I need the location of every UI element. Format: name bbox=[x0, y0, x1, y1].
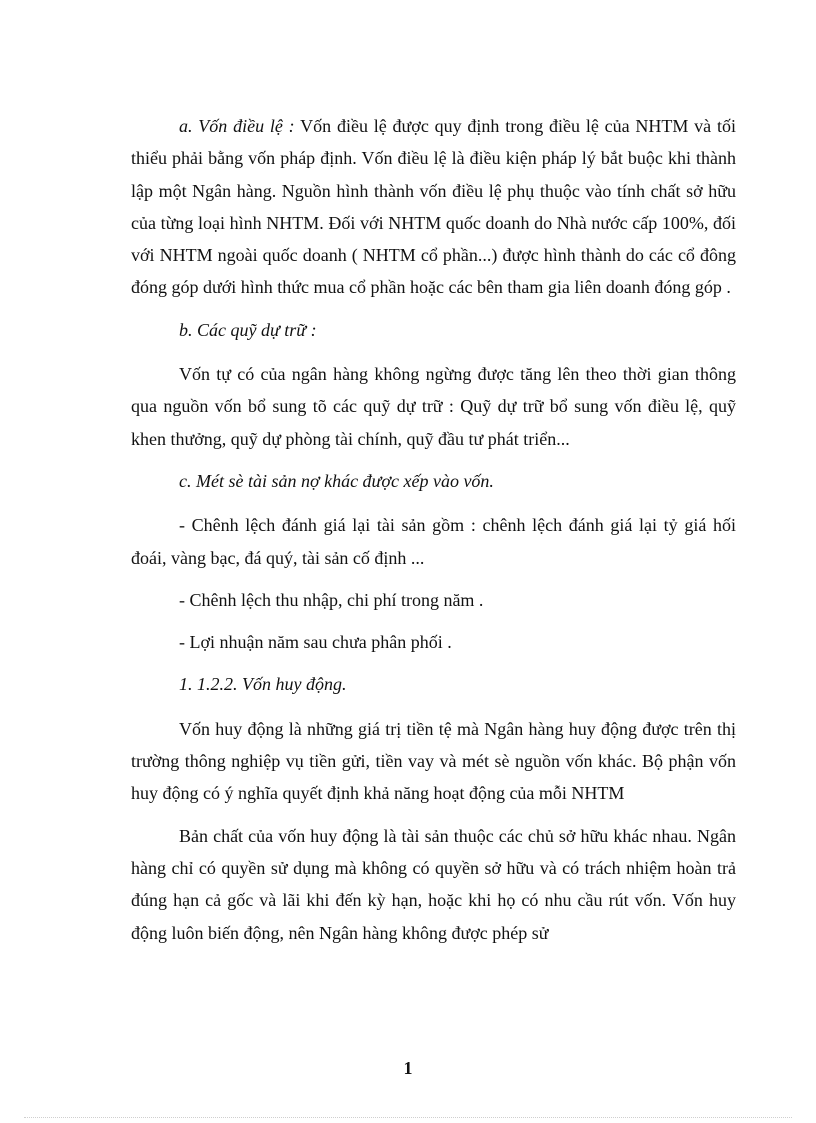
paragraph-mobilized-capital-nature: Bản chất của vốn huy động là tài sản thuộc các chủ sở hữu khác nhau. Ngân hàng chỉ có quyền sử dụng mà không có quyền sở hữu và có trách nhiệm hoàn trả đúng hạn cả gốc và lãi khi đến kỳ hạn, hoặc khi họ có nhu cầu rút vốn. Vốn huy động luôn biến động, nên Ngân hàng không được phép sử bbox=[131, 825, 736, 943]
heading-charter-capital: a. Vốn điều lệ : bbox=[179, 116, 295, 136]
footer-divider bbox=[24, 1117, 792, 1118]
paragraph-charter-capital bbox=[131, 110, 736, 304]
list-item-undistributed-profit: - Lợi nhuận năm sau chưa phân phối . bbox=[179, 632, 452, 653]
list-item-revaluation-difference: - Chênh lệch đánh giá lại tài sản gồm : chênh lệch đánh giá lại tỷ giá hối đoái, vàng bạc, đá quý, tài sản cố định ... bbox=[131, 515, 736, 568]
list-item-income-expense-difference: - Chênh lệch thu nhập, chi phí trong năm . bbox=[179, 589, 484, 610]
paragraph-reserve-funds: Vốn tự có của ngân hàng không ngừng được tăng lên theo thời gian thông qua nguồn vốn bổ sung tõ các quỹ dự trữ : Quỹ dự trữ bổ sung vốn điều lệ, quỹ khen thưởng, quỹ dự phòng tài chính, quỹ đầu tư phát triển... bbox=[131, 364, 736, 449]
heading-mobilized-capital: 1. 1.2.2. Vốn huy động. bbox=[179, 674, 347, 695]
heading-other-liabilities: c. Mét sè tài sản nợ khác được xếp vào vốn. bbox=[179, 470, 494, 491]
heading-reserve-funds: b. Các quỹ dự trữ : bbox=[179, 319, 317, 340]
paragraph-mobilized-capital-definition: Vốn huy động là những giá trị tiền tệ mà Ngân hàng huy động được trên thị trường thông nghiệp vụ tiền gửi, tiền vay và mét sè nguồn vốn khác. Bộ phận vốn huy động có ý nghĩa quyết định khả năng hoạt động của mỗi NHTM bbox=[131, 718, 736, 804]
page-number: 1 bbox=[403, 1058, 413, 1078]
document-body bbox=[131, 110, 736, 959]
paragraph-charter-capital-text: Vốn điều lệ được quy định trong điều lệ của NHTM và tối thiểu phải bằng vốn pháp định. Vốn điều lệ là điều kiện pháp lý bắt buộc khi thành lập một Ngân hàng. Nguồn hình thành vốn điều lệ phụ thuộc vào tính chất sở hữu của từng loại hình NHTM. Đối với NHTM quốc doanh do Nhà nước cấp 100%, đối với NHTM ngoài quốc doanh ( NHTM cổ phần...) được hình thành do các cổ đông đóng góp dưới hình thức mua cổ phần hoặc các bên tham gia liên doanh đóng góp . bbox=[131, 116, 736, 298]
